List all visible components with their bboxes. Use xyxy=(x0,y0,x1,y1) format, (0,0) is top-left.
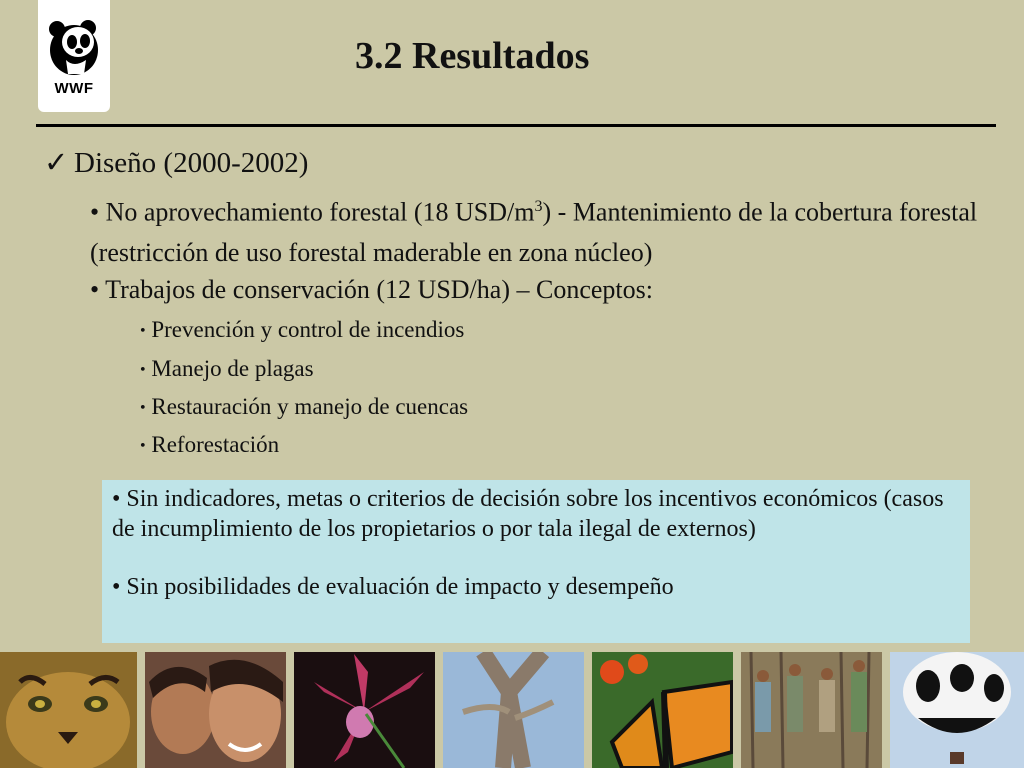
box-point-indicadores: • Sin indicadores, metas o criterios de decisión sobre los incentivos económicos (casos de incumplimiento de los propietarios o por tala ilegal de externos) xyxy=(112,486,944,542)
forest-workers-photo xyxy=(741,652,882,768)
orchid-photo xyxy=(294,652,435,768)
sub-bullet-reforestacion: • Reforestación xyxy=(140,432,280,457)
panda-icon xyxy=(48,20,100,76)
photo-strip xyxy=(0,652,1024,768)
children-photo xyxy=(145,652,286,768)
bullet-text-cont: ) - Mantenimiento de la cobertura forestal (restricción de uso forestal maderable en zona núcleo) xyxy=(90,197,978,267)
sub-bullet-text: Restauración y manejo de cuencas xyxy=(151,394,469,419)
ocelot-photo xyxy=(0,652,137,768)
highlight-box xyxy=(102,480,970,643)
sub-bullet-text: Manejo de plagas xyxy=(151,356,314,381)
sub-bullet-text: Prevención y control de incendios xyxy=(151,317,465,342)
wwf-wordmark: WWF xyxy=(54,80,94,97)
bullet-trabajos: • Trabajos de conservación (12 USD/ha) – Conceptos: xyxy=(90,275,653,304)
bullet-text: • No aprovechamiento forestal (18 USD/m xyxy=(90,197,535,227)
heading-text: Diseño (2000-2002) xyxy=(74,147,309,179)
sub-bullet-text: Reforestación xyxy=(151,432,280,457)
sub-bullet-plagas: • Manejo de plagas xyxy=(140,356,314,381)
wwf-balloon-photo xyxy=(890,652,1024,768)
checkmark-icon: ✓ xyxy=(44,147,69,179)
title-divider xyxy=(36,124,996,127)
monarch-butterfly-photo xyxy=(592,652,733,768)
tree-photo xyxy=(443,652,584,768)
sub-bullet-cuencas: • Restauración y manejo de cuencas xyxy=(140,394,469,419)
superscript: 3 xyxy=(534,198,543,215)
bullet-no-aprovechamiento xyxy=(90,187,1010,273)
heading-item xyxy=(44,145,308,180)
wwf-logo xyxy=(38,0,110,112)
slide-title: 3.2 Resultados xyxy=(355,35,590,77)
sub-bullet-incendios: • Prevención y control de incendios xyxy=(140,317,465,342)
box-point-evaluacion: • Sin posibilidades de evaluación de impacto y desempeño xyxy=(112,574,674,600)
